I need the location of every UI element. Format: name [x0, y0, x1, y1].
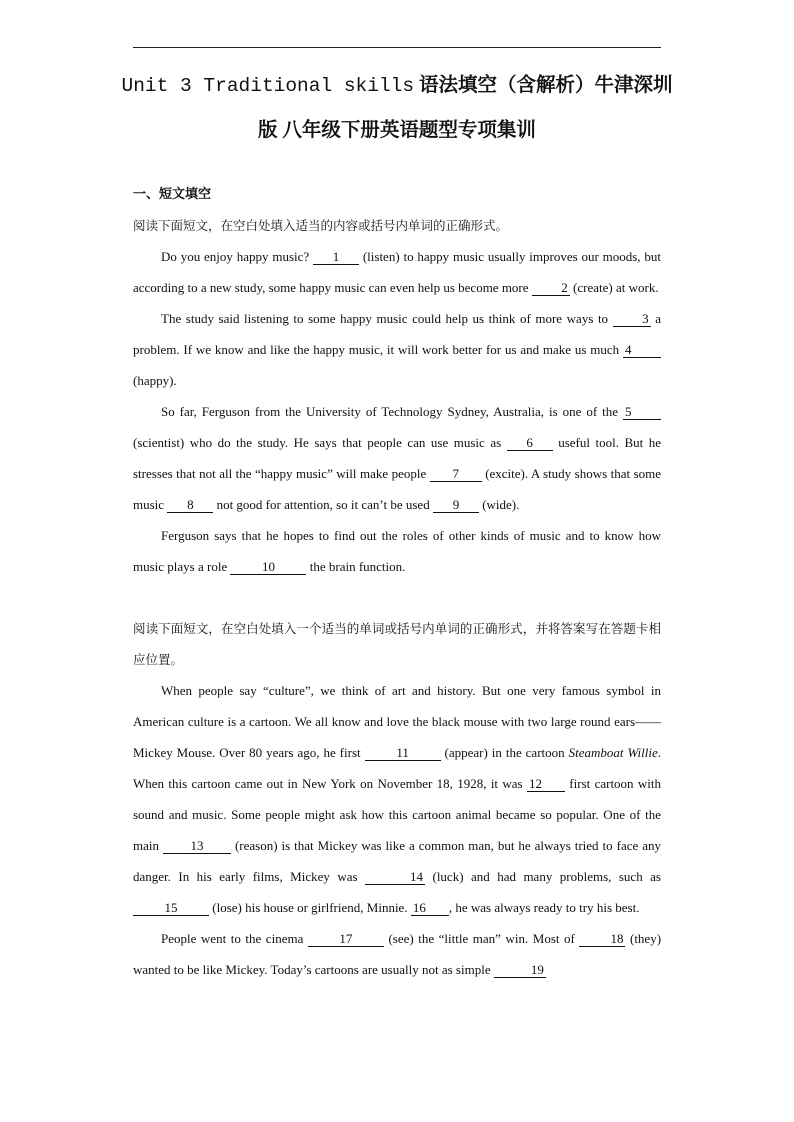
text: Ferguson says that he hopes to find out the roles of other kinds of music and to know how music plays a role — [133, 528, 661, 574]
blank-9: 9 — [433, 498, 479, 513]
passage1-paragraph1 — [133, 241, 661, 303]
page-title-line1 — [120, 69, 674, 97]
text: a problem. If we know and like the happy music, it will work better for us and make us much — [133, 311, 661, 357]
passage2-paragraph2 — [133, 923, 661, 985]
page-title-line2: 版 八年级下册英语题型专项集训 — [258, 120, 536, 141]
blank-6: 6 — [507, 436, 553, 451]
text: (listen) to happy music usually improves our moods, but according to a new study, some happy music can even help us become more — [133, 249, 661, 295]
text: (excite). A study shows that some music — [133, 466, 662, 512]
section-gap — [133, 582, 661, 613]
text: So far, Ferguson from the University of Technology Sydney, Australia, is one of the — [161, 404, 619, 419]
instruction-1: 阅读下面短文，在空白处填入适当的内容或括号内单词的正确形式。 — [133, 218, 509, 233]
text: Do you enjoy happy music? — [161, 249, 310, 264]
text: not good for attention, so it can’t be used — [216, 497, 430, 512]
text: When people say “culture”, we think of art and history. But one very famous symbol in American culture is a cartoon. We all know and love the black mouse with two large round ears——Mickey Mouse. Over 80 years ago, he first — [133, 683, 661, 760]
text: (luck) and had many problems, such as — [432, 869, 661, 884]
title-subject: 语法填空（含解析）牛津深圳 — [418, 75, 673, 96]
text: , he was always ready to try his best. — [448, 900, 640, 915]
section-heading: 一、短文填空 — [133, 187, 212, 202]
film-title: Steamboat Willie — [568, 745, 658, 760]
title-unit: Unit 3 Traditional skills — [121, 75, 415, 97]
instruction-2: 阅读下面短文，在空白处填入一个适当的单词或括号内单词的正确形式，并将答案写在答题卡相应位置。 — [133, 621, 661, 667]
passage1-paragraph3 — [133, 396, 661, 520]
text: the brain function. — [309, 559, 406, 574]
text: (reason) is that Mickey was like a common man, but he always tried to face any danger. In his early films, Mickey was — [133, 838, 662, 884]
text: (wide). — [482, 497, 520, 512]
passage2-paragraph1 — [133, 675, 661, 923]
document-body — [133, 179, 661, 985]
text: . When this cartoon came out in New York on November 18, 1928, it was — [133, 745, 662, 791]
text: (appear) in the cartoon — [444, 745, 565, 760]
top-rule — [133, 47, 661, 48]
text: (they) wanted to be like Mickey. Today’s cartoons are usually not as simple — [133, 931, 662, 977]
text: (see) the “little man” win. Most of — [388, 931, 575, 946]
blank-7: 7 — [430, 467, 482, 482]
blank-8: 8 — [167, 498, 213, 513]
blank-15: 15 — [133, 901, 209, 916]
blank-18: 18 — [579, 932, 625, 947]
passage1-paragraph2 — [133, 303, 661, 396]
text: (create) at work. — [573, 280, 659, 295]
blank-2: 2 — [532, 281, 570, 296]
blank-11: 11 — [365, 746, 441, 761]
text: useful tool. But he stresses that not all the “happy music” will make people — [133, 435, 662, 481]
text: (happy). — [133, 373, 177, 388]
text: People went to the cinema — [161, 931, 304, 946]
text: (lose) his house or girlfriend, Minnie. — [212, 900, 408, 915]
blank-12: 12 — [527, 777, 565, 792]
text: (scientist) who do the study. He says that people can use music as — [133, 435, 502, 450]
blank-4: 4 — [623, 343, 661, 358]
blank-3: 3 — [613, 312, 651, 327]
blank-5: 5 — [623, 405, 661, 420]
blank-14: 14 — [365, 870, 425, 885]
blank-16: 16 — [411, 901, 449, 916]
blank-17: 17 — [308, 932, 384, 947]
passage1-paragraph4 — [133, 520, 661, 582]
blank-1: 1 — [313, 250, 359, 265]
blank-13: 13 — [163, 839, 231, 854]
text: first cartoon with sound and music. Some people might ask how this cartoon animal became so popular. One of the main — [133, 776, 662, 853]
text: The study said listening to some happy music could help us think of more ways to — [161, 311, 609, 326]
blank-10: 10 — [230, 560, 306, 575]
blank-19: 19 — [494, 963, 546, 978]
